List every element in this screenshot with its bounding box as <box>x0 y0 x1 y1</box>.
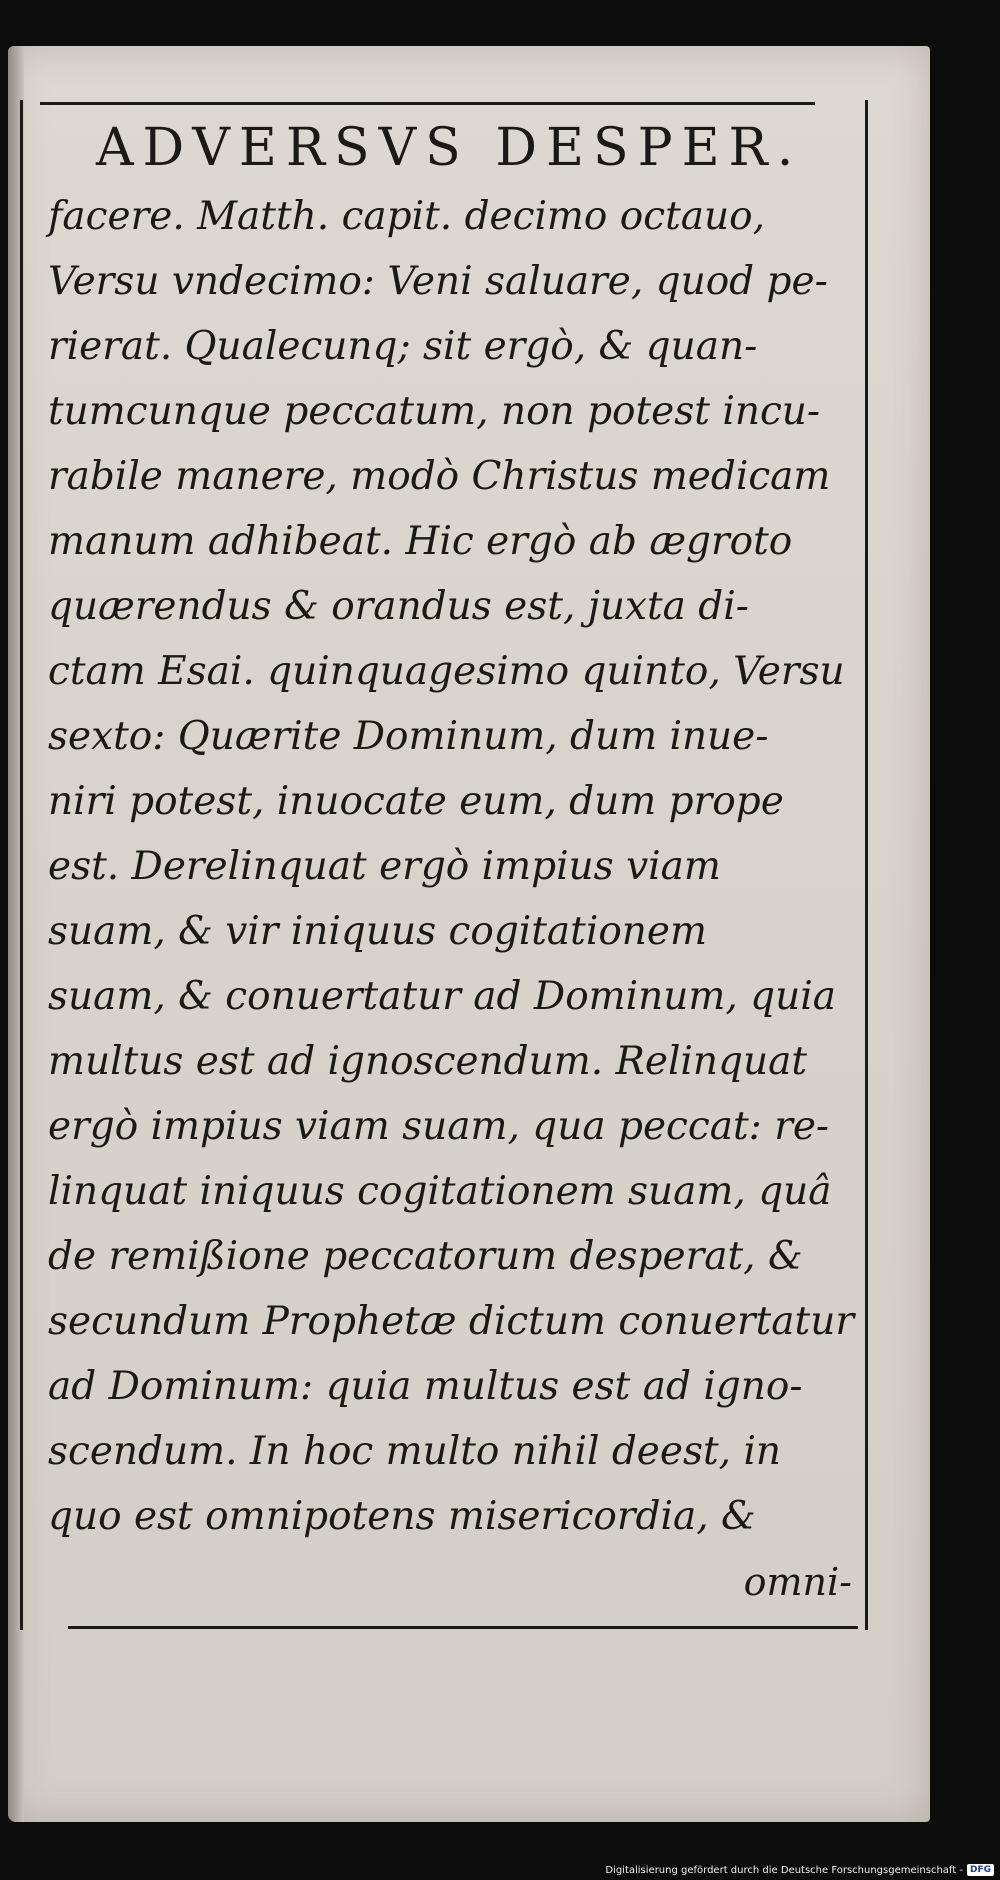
text-line: tumcunque peccatum, non potest incu- <box>48 389 821 434</box>
catchword: omni- <box>743 1560 852 1604</box>
text-line: suam, & vir iniquus cogitationem <box>48 909 707 954</box>
text-line: quærendus & orandus est, juxta di- <box>48 584 749 629</box>
text-line: suam, & conuertatur ad Dominum, quia <box>48 974 836 1019</box>
text-line: ctam Esai. quinquagesimo quinto, Versu <box>48 649 845 694</box>
top-rule <box>40 102 815 105</box>
text-line: ergò impius viam suam, qua peccat: re- <box>48 1104 830 1149</box>
text-line: rierat. Qualecunq; sit ergò, & quan- <box>48 324 758 369</box>
text-line: secundum Prophetæ dictum conuertatur <box>48 1299 854 1344</box>
dfg-logo: DFG <box>967 1864 994 1876</box>
text-line: scendum. In hoc multo nihil deest, in <box>48 1429 782 1474</box>
text-line: manum adhibeat. Hic ergò ab ægroto <box>48 519 793 564</box>
text-line: sexto: Quærite Dominum, dum inue- <box>48 714 769 759</box>
text-line: rabile manere, modò Christus medicam <box>48 454 831 499</box>
text-line: quo est omnipotens misericordia, & <box>48 1494 756 1539</box>
digitization-credit <box>605 1864 994 1876</box>
text-line: niri potest, inuocate eum, dum prope <box>48 779 784 824</box>
text-line: facere. Matth. capit. decimo octauo, <box>48 194 766 239</box>
body-text <box>48 184 854 1549</box>
text-line: de remißione peccatorum desperat, & <box>48 1234 803 1279</box>
text-line: linquat iniquus cogitationem suam, quâ <box>48 1169 832 1214</box>
text-line: ad Dominum: quia multus est ad igno- <box>48 1364 803 1409</box>
text-line: Versu vndecimo: Veni saluare, quod pe- <box>48 259 828 304</box>
text-line: multus est ad ignoscendum. Relinquat <box>48 1039 808 1084</box>
bottom-rule <box>68 1626 858 1629</box>
running-header: ADVERSVS DESPER. <box>96 118 803 178</box>
text-line: est. Derelinquat ergò impius viam <box>48 844 721 889</box>
credit-text: Digitalisierung gefördert durch die Deutsche Forschungsgemeinschaft - <box>605 1864 963 1876</box>
